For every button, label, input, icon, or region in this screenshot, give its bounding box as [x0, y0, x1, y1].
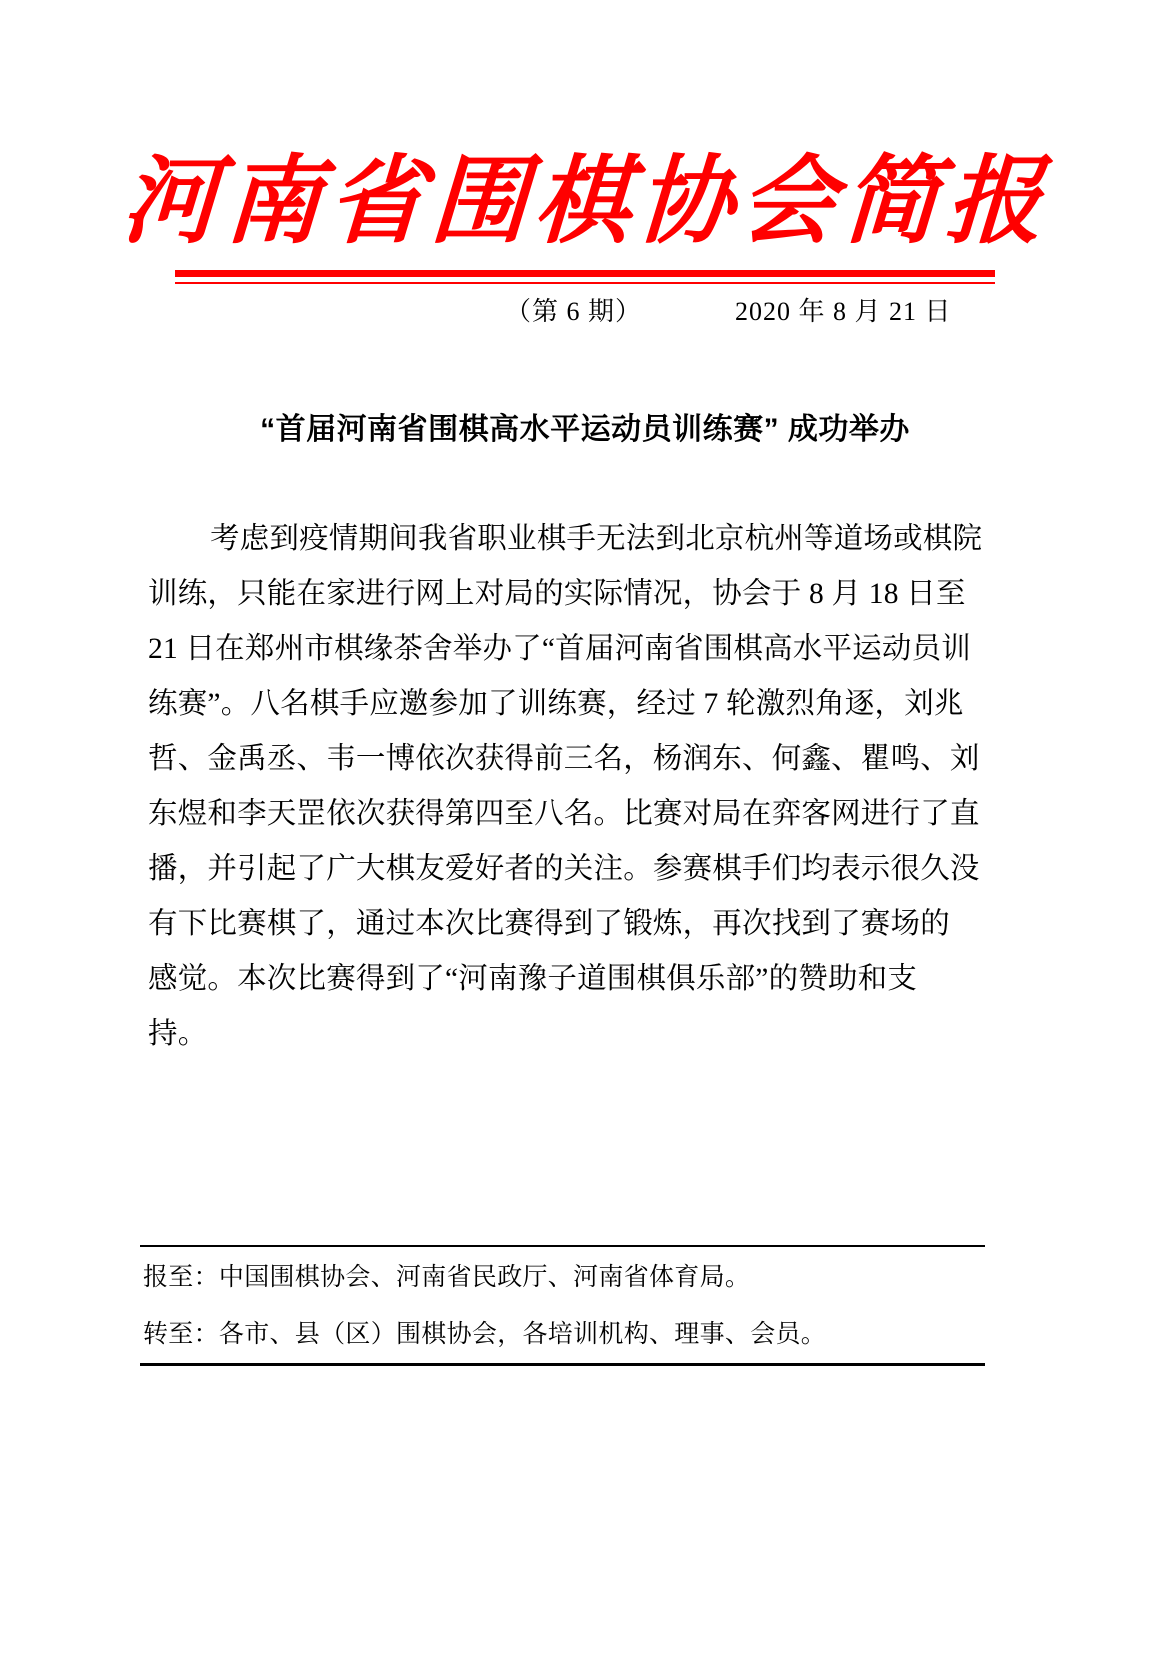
body-line: 练赛”。八名棋手应邀参加了训练赛，经过 7 轮激烈角逐，刘兆 — [148, 688, 964, 720]
masthead-title: 河南省围棋协会简报 — [118, 148, 1052, 255]
issue-date: 2020 年 8 月 21 日 — [735, 297, 952, 326]
body-line: 21 日在郑州市棋缘茶舍举办了“首届河南省围棋高水平运动员训 — [148, 633, 971, 665]
masthead-rule-thick — [175, 270, 995, 277]
body-line: 持。 — [148, 1018, 208, 1050]
body-line: 哲、金禹丞、韦一博依次获得前三名，杨润东、何鑫、瞿鸣、刘 — [148, 743, 980, 775]
body-line: 考虑到疫情期间我省职业棋手无法到北京杭州等道场或棋院 — [210, 523, 983, 555]
issue-number: （第 6 期） — [505, 297, 643, 326]
issue-line — [175, 292, 995, 332]
footer-rule-top — [140, 1245, 985, 1247]
body-line: 播，并引起了广大棋友爱好者的关注。参赛棋手们均表示很久没 — [148, 853, 980, 885]
body-line: 训练，只能在家进行网上对局的实际情况，协会于 8 月 18 日至 — [148, 578, 966, 610]
footer-rule-bottom — [140, 1363, 985, 1366]
footer-forward-to: 转至：各市、县（区）围棋协会，各培训机构、理事、会员。 — [143, 1321, 827, 1348]
masthead-rule-thin — [175, 282, 995, 284]
article-title: “首届河南省围棋高水平运动员训练赛” 成功举办 — [260, 413, 910, 446]
masthead-container — [0, 150, 1170, 254]
body-line: 有下比赛棋了，通过本次比赛得到了锻炼，再次找到了赛场的 — [148, 908, 950, 940]
article-body — [148, 512, 1006, 1062]
footer-distribution — [143, 1249, 988, 1363]
body-line: 东煜和李天罡依次获得第四至八名。比赛对局在弈客网进行了直 — [148, 798, 980, 830]
footer-report-to: 报至：中国围棋协会、河南省民政厅、河南省体育局。 — [143, 1264, 751, 1291]
body-line: 感觉。本次比赛得到了“河南豫子道围棋俱乐部”的赞助和支 — [148, 963, 918, 995]
